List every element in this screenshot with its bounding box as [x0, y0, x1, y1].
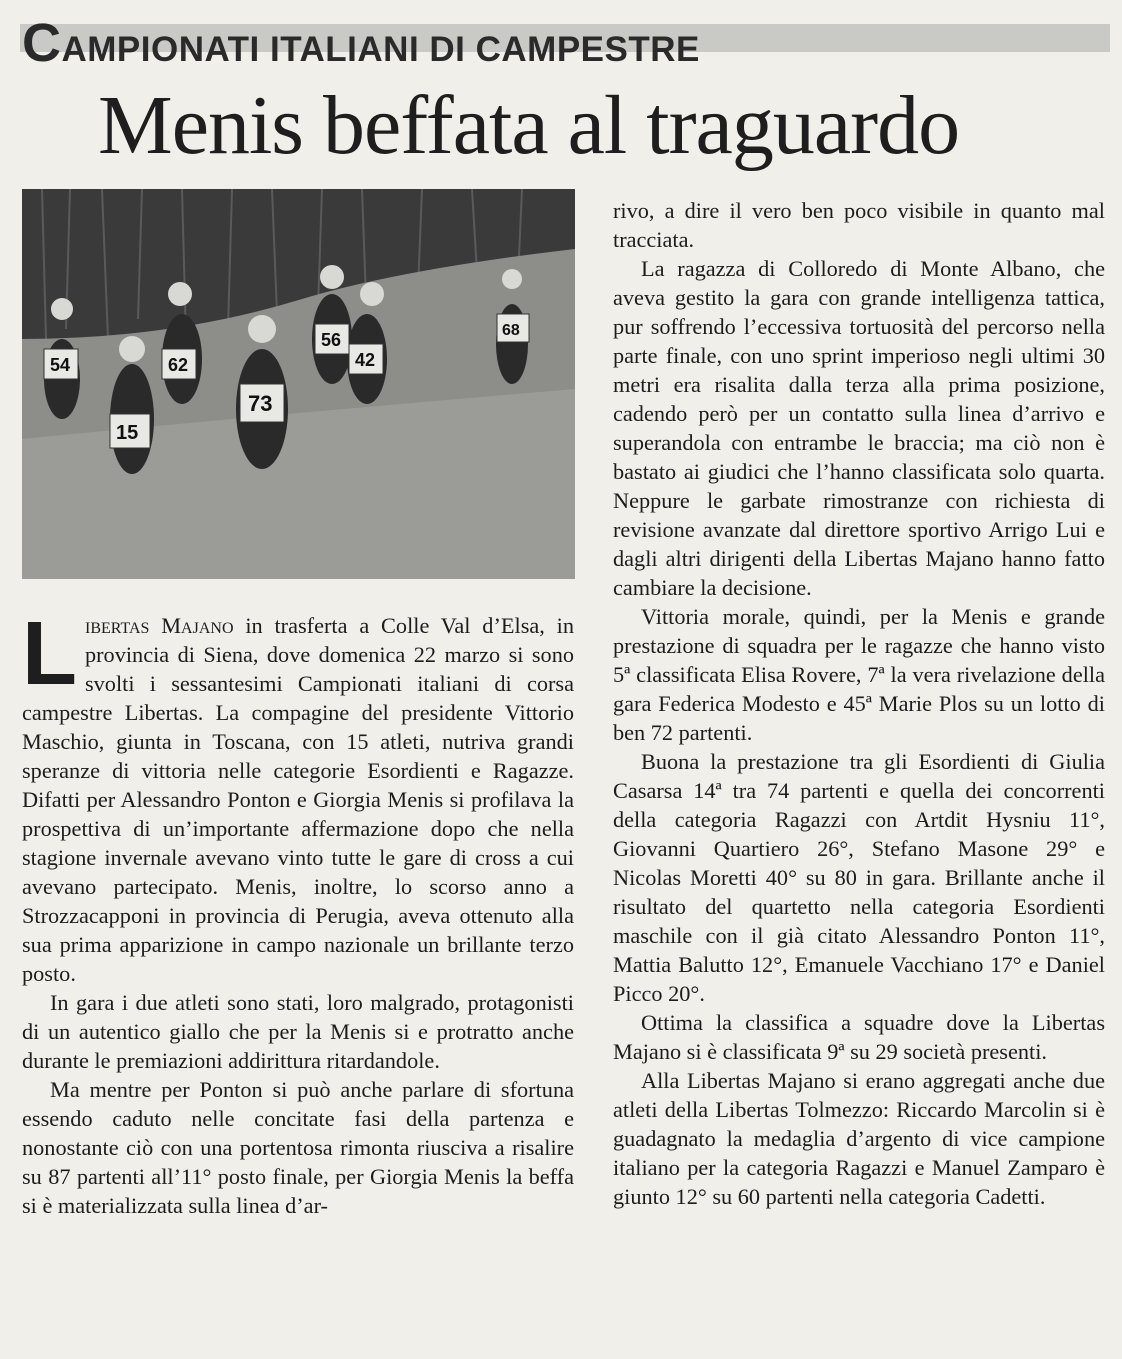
article-paragraph: Vittoria morale, quindi, per la Menis e grande prestazione di squadra per le ragazze che hanno visto 5ª classificata Elisa Rovere, 7ª la vera rivelazione della gara Federica Modesto e 45ª Marie Plos su un lotto di ben 72 partenti. [613, 604, 1105, 745]
race-photo [22, 189, 575, 579]
article-paragraph: Alla Libertas Majano si erano aggregati anche due atleti della Libertas Tolmezzo: Riccardo Marcolin si è guadagnato la medaglia d’argento di vice campione italiano per la categoria Ragazzi e Manuel Zamparo è giunto 12° su 60 partenti nella categoria Cadetti. [613, 1068, 1105, 1209]
article-paragraph: Libertas Majano in trasferta a Colle Val d’Elsa, in provincia di Siena, dove domenica 22 marzo si sono svolti i sessantesimi Campionati italiani di corsa campestre Libertas. La compagine del presidente Vittorio Maschio, giunta in Toscana, con 15 atleti, nutriva grandi speranze di vittoria nelle categorie Esordienti e Ragazze. Difatti per Alessandro Ponton e Giorgia Menis si profilava la prospettiva di un’importante affermazione dopo che nella stagione invernale avevano vinto tutte le gare di cross a cui avevano partecipato. Menis, inoltre, lo scorso anno a Strozzacapponi in provincia di Perugia, aveva ottenuto alla sua prima apparizione in campo nazionale un brillante terzo posto. [22, 604, 575, 986]
bib-number: 68 [502, 322, 520, 339]
article-column-right [613, 196, 1105, 1211]
bib-number: 42 [355, 350, 376, 370]
bib-number: 73 [248, 391, 273, 416]
section-kicker [22, 13, 700, 73]
article-paragraph: In gara i due atleti sono stati, loro malgrado, protagonisti di un autentico giallo che per la Menis si e protratto anche durante le premiazioni addirittura ritardandole. [22, 990, 574, 1073]
article-column-left [22, 604, 575, 1220]
article-paragraph: Ottima la classifica a squadre dove la Libertas Majano si è classificata 9ª su 29 società presenti. [613, 1010, 1105, 1064]
bib-number: 62 [168, 355, 189, 375]
headline: Menis beffata al traguardo [98, 79, 960, 172]
kicker-text: AMPIONATI ITALIANI DI CAMPESTRE [61, 30, 700, 69]
article-paragraph: rivo, a dire il vero ben poco visibile in quanto mal tracciata. [613, 198, 1105, 252]
article-paragraph: Ma mentre per Ponton si può anche parlare di sfortuna essendo caduto nelle concitate fasi della partenza e nonostante ciò con una portentosa rimonta riusciva a risalire su 87 partenti all’11° posto finale, per Giorgia Menis la beffa si è materializzata sulla linea d’ar- [22, 1077, 574, 1218]
article-paragraph: Buona la prestazione tra gli Esordienti di Giulia Casarsa 14ª tra 74 partenti e quella dei concorrenti della categoria Ragazzi con Artdit Hysniu 11°, Giovanni Quartiero 26°, Stefano Masone 29° e Nicolas Moretti 40° su 80 in gara. Brillante anche il risultato del quartetto nella categoria Esordienti maschile con il già citato Alessandro Ponton 11°, Mattia Balutto 12°, Emanuele Vacchiano 17° e Daniel Picco 20°. [613, 749, 1105, 1006]
kicker-initial: C [22, 13, 62, 73]
article-paragraph: La ragazza di Colloredo di Monte Albano, che aveva gestito la gara con grande intelligenza tattica, pur soffrendo l’eccessiva tortuosità del percorso nella parte finale, con uno sprint imperioso negli ultimi 30 metri era risalita dalla terza alla prima posizione, cadendo però per un contatto sulla linea d’arrivo e superandola con entrambe le braccia; ma ciò non è bastato ai giudici che l’hanno classificata solo quarta. Neppure le garbate rimostranze con richiesta di revisione avanzate dal direttore sportivo Arrigo Lui e dagli altri dirigenti della Libertas Majano hanno fatto cambiare la decisione. [613, 256, 1105, 600]
lead-org-name: ibertas Majano [84, 613, 234, 638]
bib-number: 56 [321, 330, 342, 350]
bib-number: 54 [50, 355, 71, 375]
bib-number: 15 [116, 422, 139, 444]
drop-cap: L [22, 604, 77, 704]
